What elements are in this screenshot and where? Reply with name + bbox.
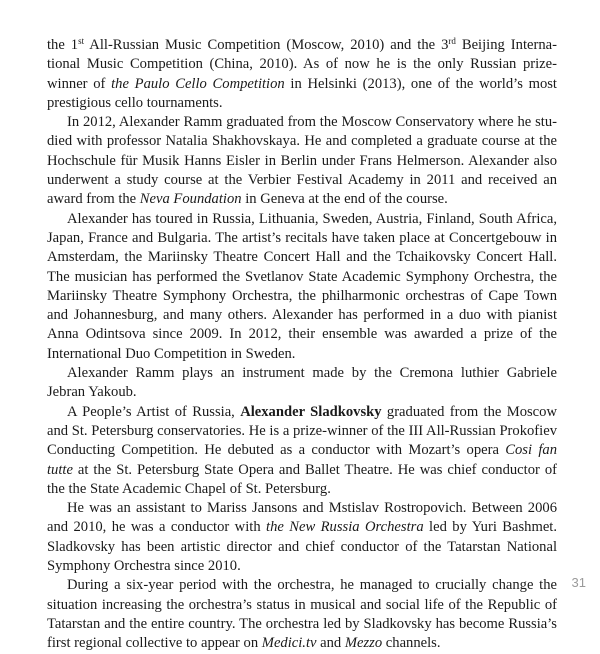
text-run: In 2012, Alexander Ramm graduated from the Moscow Conservatory where he studied with professor Natalia Shakhovskaya. He and completed a graduate course at the Hochschule für Musik Hanns Eisler in Berlin under Frans Helmerson. Alexander also underwent a study course at the Verbier Festival Academy in 2011 and received an award from the (47, 114, 557, 208)
ordinal-suffix: st (78, 36, 85, 46)
text-run: at the St. Petersburg State Opera and Ballet Theatre. He was chief conductor of the the State Academic Chapel of St. Petersburg. (47, 461, 557, 497)
text-run: graduated from the Moscow and St. Petersburg conservatories. He is a prize-winner of the III All-Russian Prokofiev Conducting Competition. He debuted as a conductor with Mozart’s opera (47, 403, 557, 459)
text-run: Alexander has toured in Russia, Lithuania, Sweden, Austria, Finland, South Africa, Japan, France and Bulgaria. The artist’s recitals have taken place at Concertgebouw in Amsterdam, the Mariinsky Theatre Concert Hall and the Tchaikovsky Concert Hall. The musician has performed the Svetlanov State Academic Symphony Orchestra, the Mariinsky Theatre Symphony Orchestra, the philharmonic orchestras of Cape Town and Johannesburg, and many others. Alexander has performed in a duo with pianist Anna Odintsova since 2009. In 2012, their ensemble was awarded a prize of the International Duo Competition in Sweden. (47, 210, 557, 362)
text-run: All-Russian Music Competition (Moscow, 2010) and the 3 (84, 37, 449, 53)
paragraph (47, 576, 557, 653)
italic-text: Cosi fan tutte (47, 442, 558, 478)
italic-text: Mezzo (344, 635, 383, 652)
italic-text: the New Russia Orchestra (266, 519, 424, 536)
text-run: led by Yuri Bashmet. Sladkovsky has been artistic director and chief conductor of the Tatarstan National Symphony Orchestra since 2010. (47, 519, 558, 575)
text-run: channels. (382, 635, 441, 652)
paragraph (47, 364, 557, 403)
ordinal-suffix: rd (448, 36, 456, 46)
paragraph (47, 403, 557, 499)
page-number: 31 (571, 575, 586, 590)
text-run: the 1 (47, 37, 79, 53)
body-text (47, 36, 557, 654)
italic-text: Medici.tv (261, 635, 317, 652)
text-run: in Helsinki (2013), one of the world’s most prestigious cello tournaments. (47, 75, 557, 111)
paragraph (47, 499, 557, 576)
text-run: and (316, 635, 345, 652)
text-run: in Geneva at the end of the course. (241, 191, 448, 208)
italic-text: the Paulo Cello Competition (111, 75, 285, 92)
text-run: Beijing International Music Competition (China, 2010). As of now he is the only Russian prize-winner of (47, 37, 557, 92)
paragraph (47, 113, 557, 209)
text-run: He was an assistant to Mariss Jansons and Mstislav Rostropovich. Between 2006 and 2010, he was a conductor with (47, 500, 557, 536)
paragraph (47, 210, 557, 364)
text-run: During a six-year period with the orchestra, he managed to crucially change the situation increasing the orchestra’s status in musical and social life of the Republic of Tatarstan and the entire country. The orchestra led by Sladkovsky has become Russia’s first regional collective to appear on (47, 577, 557, 652)
bold-name: Alexander Sladkovsky (240, 403, 382, 420)
italic-text: Neva Foundation (139, 191, 242, 208)
text-run: Alexander Ramm plays an instrument made by the Cremona luthier Gabriele Jebran Yakoub. (47, 365, 557, 401)
text-run: A People’s Artist of Russia, (67, 403, 241, 420)
paragraph (47, 36, 557, 113)
